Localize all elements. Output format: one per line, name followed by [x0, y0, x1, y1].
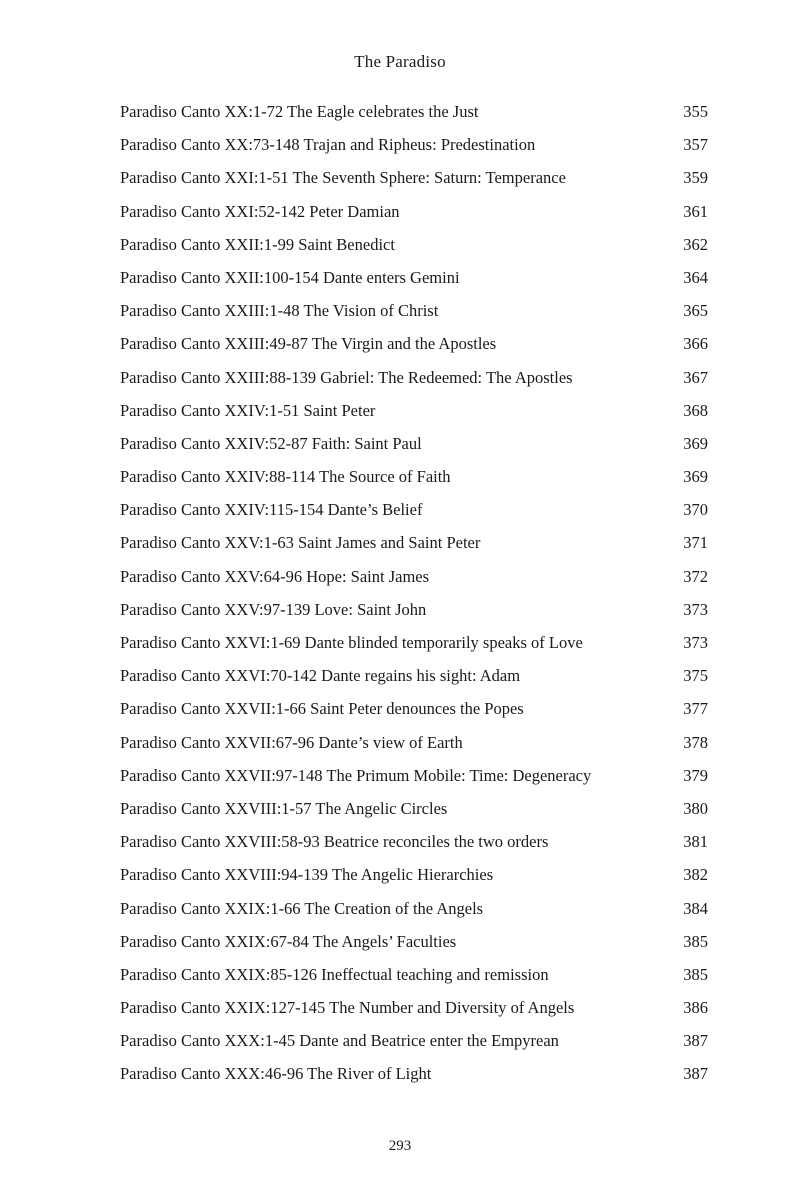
toc-entry-title: Paradiso Canto XXVI:1-69 Dante blinded temporarily speaks of Love — [120, 633, 583, 652]
toc-entry-title: Paradiso Canto XXVIII:94-139 The Angelic Hierarchies — [120, 865, 494, 885]
toc-entry-page: 367 — [683, 367, 708, 387]
toc-entry — [120, 629, 708, 662]
toc-entry — [120, 795, 708, 828]
toc-entry-title: Paradiso Canto XXI:52-142 Peter Damian — [120, 201, 400, 221]
toc-entry — [120, 364, 708, 397]
toc-entry-page: 369 — [683, 467, 708, 487]
toc-entry-title: Paradiso Canto XXIII:88-139 Gabriel: The Redeemed: The Apostles — [120, 367, 573, 387]
toc-entry-title: Paradiso Canto XXIX:1-66 The Creation of the Angels — [120, 898, 484, 918]
toc-entry-page: 361 — [683, 201, 708, 221]
toc-entry-title: Paradiso Canto XX:73-148 Trajan and Ripheus: Predestination — [120, 135, 536, 155]
toc-entry-title: Paradiso Canto XXIX:85-126 Ineffectual teaching and remission — [120, 964, 549, 984]
toc-entry — [120, 164, 708, 197]
toc-entry-page: 384 — [683, 898, 708, 918]
toc-entry — [120, 264, 708, 297]
toc-entry-page: 366 — [683, 334, 708, 354]
toc-entry-page: 387 — [683, 1064, 708, 1084]
toc-entry — [120, 1027, 708, 1060]
toc-entry-title: Paradiso Canto XXIX:127-145 The Number and Diversity of Angels — [120, 998, 575, 1018]
toc-entry-page: 387 — [683, 1031, 708, 1051]
toc-entry-page: 372 — [683, 566, 708, 586]
toc-entry — [120, 895, 708, 928]
toc-entry-page: 375 — [683, 666, 708, 686]
toc-entry-title: Paradiso Canto XXII:100-154 Dante enters Gemini — [120, 267, 460, 287]
toc-entry — [120, 928, 708, 961]
toc-entry-page: 379 — [683, 765, 708, 785]
toc-entry — [120, 563, 708, 596]
running-header: The Paradiso — [354, 52, 446, 71]
toc-entry-page: 382 — [683, 865, 708, 885]
toc-entry — [120, 961, 708, 994]
page-number: 293 — [388, 1138, 412, 1154]
toc-entry-title: Paradiso Canto XXI:1-51 The Seventh Sphere: Saturn: Temperance — [120, 168, 566, 188]
toc-entry-title: Paradiso Canto XXVII:67-96 Dante’s view of Earth — [120, 732, 463, 752]
toc-entry-title: Paradiso Canto XXIX:67-84 The Angels’ Faculties — [120, 931, 457, 951]
toc-entry-page: 355 — [683, 102, 708, 121]
toc-entry — [120, 662, 708, 695]
toc-entry-title: Paradiso Canto XXV:97-139 Love: Saint John — [120, 599, 427, 619]
toc-entry-title: Paradiso Canto XXV:1-63 Saint James and Saint Peter — [120, 533, 481, 553]
toc-entry-page: 365 — [683, 301, 708, 321]
toc-entry-title: Paradiso Canto XXII:1-99 Saint Benedict — [120, 234, 395, 254]
toc-entry — [120, 695, 708, 728]
toc-entry-page: 357 — [683, 135, 708, 155]
toc-entry-title: Paradiso Canto XXVII:1-66 Saint Peter denounces the Popes — [120, 699, 524, 719]
toc-entry — [120, 496, 708, 529]
toc-entry-page: 362 — [683, 234, 708, 254]
toc-entry — [120, 131, 708, 164]
toc-entry-title: Paradiso Canto XXIII:1-48 The Vision of Christ — [120, 301, 439, 321]
toc-entry-title: Paradiso Canto XXVIII:1-57 The Angelic Circles — [120, 798, 448, 818]
toc-entry-title: Paradiso Canto XX:1-72 The Eagle celebrates the Just — [120, 102, 479, 121]
toc-entry-page: 380 — [683, 798, 708, 818]
toc-entry-page: 378 — [683, 732, 708, 752]
toc-entry-page: 364 — [683, 267, 708, 287]
toc-entry — [120, 994, 708, 1027]
toc-entry — [120, 729, 708, 762]
toc-entry — [120, 397, 708, 430]
toc-entry — [120, 198, 708, 231]
toc-entry-title: Paradiso Canto XXVIII:58-93 Beatrice reconciles the two orders — [120, 832, 549, 852]
toc-entry-title: Paradiso Canto XXX:46-96 The River of Light — [120, 1064, 432, 1084]
toc-entry — [120, 231, 708, 264]
toc-entry-page: 386 — [683, 998, 708, 1018]
toc-entry-title: Paradiso Canto XXV:64-96 Hope: Saint James — [120, 566, 430, 586]
toc-entry-page: 381 — [683, 832, 708, 852]
toc-entry-page: 369 — [683, 433, 708, 453]
toc-entry — [120, 430, 708, 463]
toc-entry-title: Paradiso Canto XXIV:115-154 Dante’s Belief — [120, 500, 423, 520]
toc-entry-title: Paradiso Canto XXIV:1-51 Saint Peter — [120, 400, 376, 420]
toc-entry — [120, 861, 708, 894]
toc-entry-page: 377 — [683, 699, 708, 719]
toc-entry — [120, 762, 708, 795]
toc-entry-page: 368 — [683, 400, 708, 420]
toc-entry — [120, 297, 708, 330]
toc-entry — [120, 98, 708, 131]
toc-entry-page: 371 — [683, 533, 708, 553]
toc-entry — [120, 1060, 708, 1093]
toc-entry — [120, 828, 708, 861]
toc-entry-title: Paradiso Canto XXVI:70-142 Dante regains his sight: Adam — [120, 666, 521, 686]
toc-entry-page: 385 — [683, 931, 708, 951]
toc-entry-page: 373 — [683, 599, 708, 619]
toc-entry-title: Paradiso Canto XXIII:49-87 The Virgin and the Apostles — [120, 334, 497, 354]
toc-entry-page: 359 — [683, 168, 708, 188]
table-of-contents — [120, 98, 708, 1094]
toc-entry-page: 370 — [683, 500, 708, 520]
toc-entry — [120, 596, 708, 629]
toc-entry-title: Paradiso Canto XXVII:97-148 The Primum Mobile: Time: Degeneracy — [120, 765, 592, 785]
toc-entry-title: Paradiso Canto XXIV:88-114 The Source of Faith — [120, 467, 451, 487]
toc-entry-title: Paradiso Canto XXX:1-45 Dante and Beatrice enter the Empyrean — [120, 1031, 559, 1051]
toc-entry — [120, 463, 708, 496]
toc-entry-title: Paradiso Canto XXIV:52-87 Faith: Saint Paul — [120, 433, 422, 453]
toc-entry — [120, 330, 708, 363]
toc-entry — [120, 529, 708, 562]
toc-entry-page: 373 — [683, 633, 708, 652]
toc-entry-page: 385 — [683, 964, 708, 984]
